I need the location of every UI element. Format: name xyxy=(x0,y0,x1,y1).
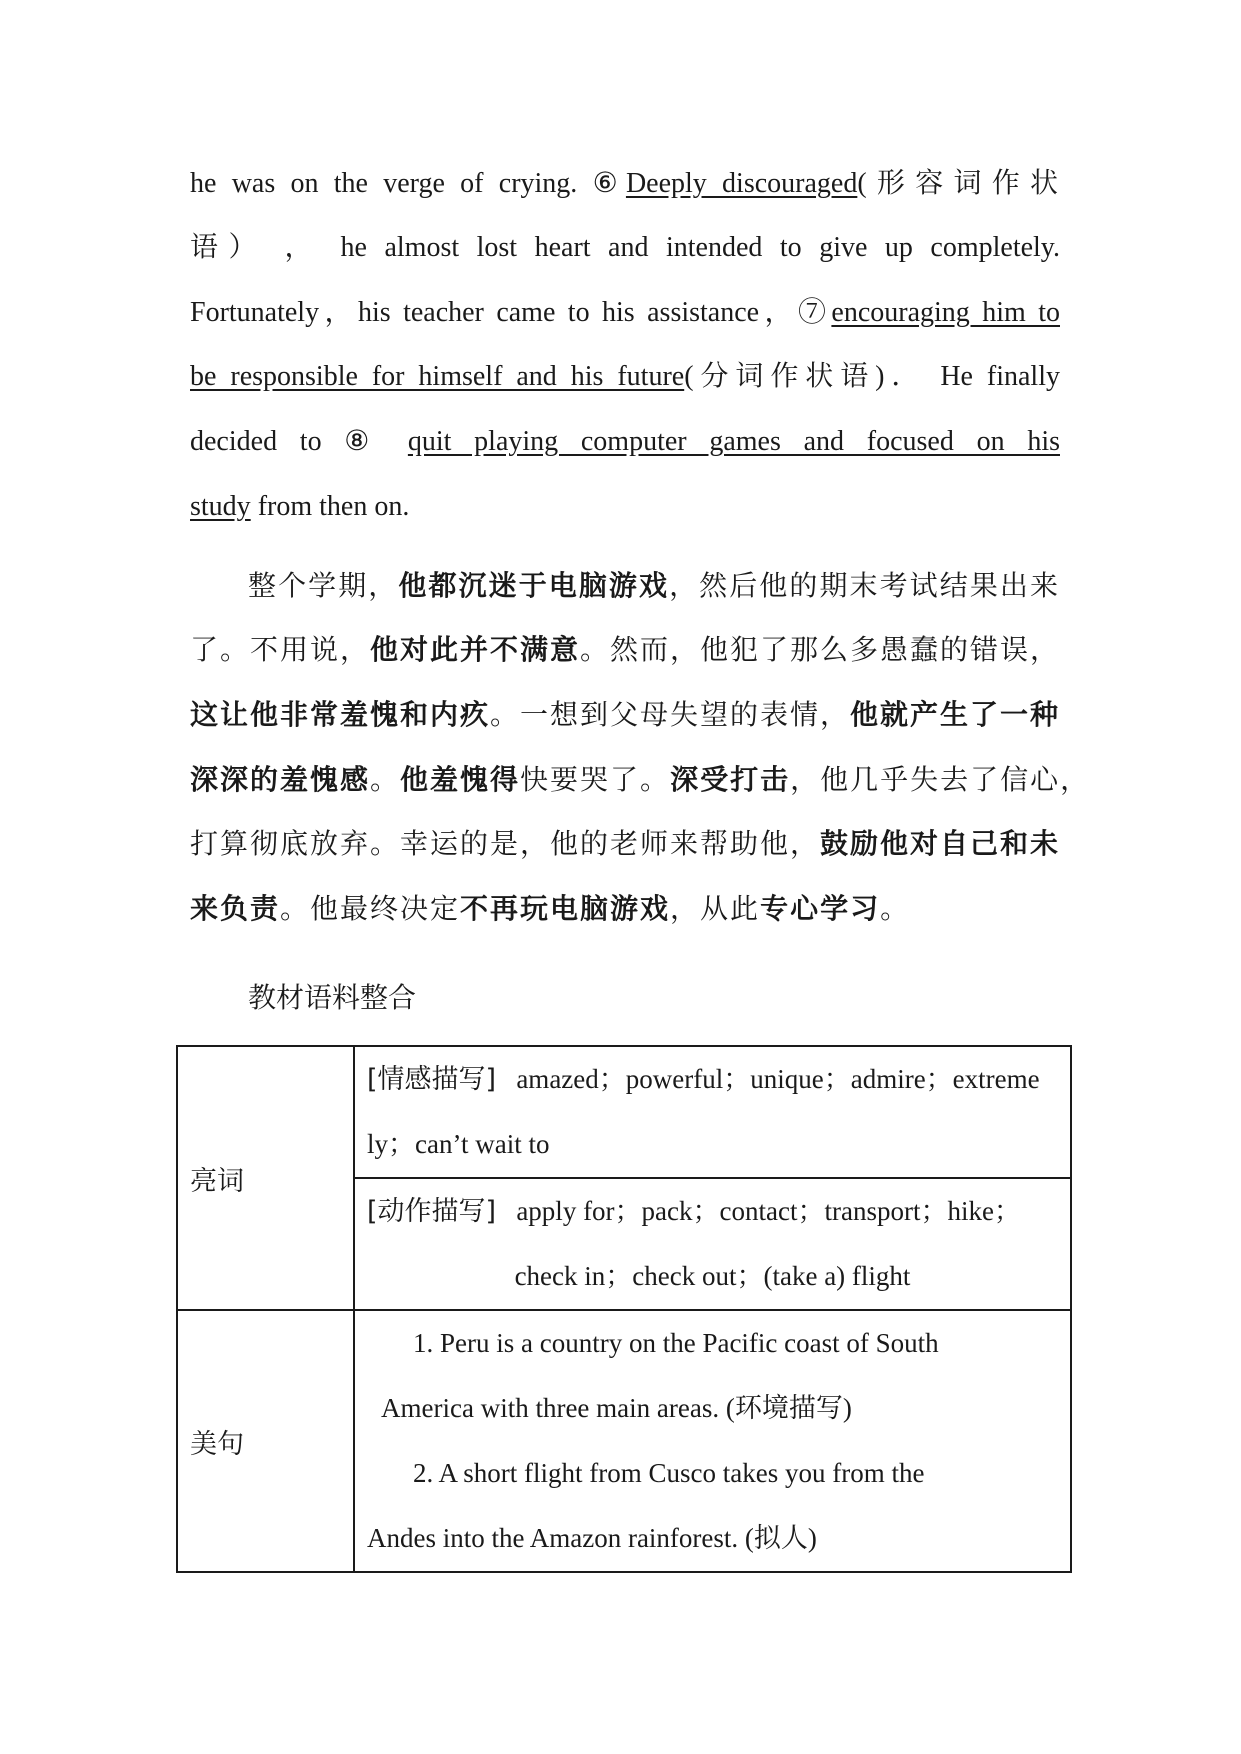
passage-line-4 xyxy=(190,359,1060,395)
row-label-highlight-words: 亮词 xyxy=(177,1046,354,1310)
section-heading: 教材语料整合 xyxy=(248,981,417,1014)
key-phrase: 深受打击 xyxy=(670,763,791,796)
action-description-cell xyxy=(354,1178,1071,1310)
translation-line xyxy=(190,632,1060,669)
key-phrase: 这让他非常羞愧和内疚 xyxy=(190,698,491,731)
key-phrase: 他羞愧得 xyxy=(400,763,521,796)
cell-line xyxy=(355,1179,1070,1244)
translation-text: 。他最终决定 xyxy=(280,894,461,925)
cell-line: 2. A short flight from Cusco takes you from the xyxy=(413,1458,925,1488)
sentences-cell xyxy=(354,1310,1071,1572)
underlined-phrase: study xyxy=(190,491,251,522)
translation-text: ，然后他的期末考试结果出来 xyxy=(669,571,1060,602)
cell-line xyxy=(355,1047,1070,1112)
table-row xyxy=(177,1310,1071,1572)
translation-line xyxy=(190,762,1091,799)
key-phrase: 深深的羞愧感 xyxy=(190,763,371,796)
translation-line xyxy=(190,697,1060,734)
passage-text: decided to ⑧ xyxy=(190,426,408,457)
key-phrase: 来负责 xyxy=(190,892,281,925)
underlined-phrase: quit playing computer games and focused on his xyxy=(407,426,1060,457)
passage-text: from then on. xyxy=(250,491,410,522)
cell-line: ly；can’t wait to xyxy=(367,1129,550,1159)
key-phrase: 专心学习 xyxy=(760,892,881,925)
passage-line-1 xyxy=(190,166,1060,202)
key-phrase: 他就产生了一种 xyxy=(850,698,1061,731)
grammar-note: (形容词作状 xyxy=(857,168,1060,199)
passage-text: he was on the verge of crying. ⑥ xyxy=(190,168,626,199)
translation-text: 。 xyxy=(880,894,911,925)
table-row xyxy=(177,1046,1071,1178)
translation-text: 。 xyxy=(370,765,401,796)
translation-text: 了。不用说， xyxy=(190,635,371,666)
translation-line xyxy=(248,568,1060,605)
cell-line: America with three main areas. (环境描写) xyxy=(381,1393,852,1423)
passage-line-5 xyxy=(190,424,1060,460)
translation-text: 。一想到父母失望的表情， xyxy=(490,700,851,731)
passage-line-2 xyxy=(190,230,1060,266)
underlined-phrase: encouraging him to xyxy=(831,297,1060,328)
translation-text: ，他几乎失去了信心， xyxy=(790,765,1091,796)
underlined-phrase: be responsible for himself and his future xyxy=(190,361,685,392)
translation-line xyxy=(190,826,1060,863)
key-phrase: 不再玩电脑游戏 xyxy=(460,892,671,925)
key-phrase: 鼓励他对自己和未 xyxy=(820,827,1061,860)
translation-text: ，从此 xyxy=(670,894,761,925)
word-list: apply for；pack；contact；transport；hike； xyxy=(516,1196,1021,1226)
key-phrase: 他都沉迷于电脑游戏 xyxy=(398,569,670,602)
emotion-description-cell xyxy=(354,1046,1071,1178)
passage-text: 语） ， he almost lost heart and intended to give up completely. xyxy=(190,232,1060,263)
translation-text: 。然而，他犯了那么多愚蠢的错误， xyxy=(580,635,1061,666)
translation-text: 快要哭了。 xyxy=(520,765,671,796)
materials-table xyxy=(176,1045,1072,1573)
cell-line: 1. Peru is a country on the Pacific coast of South xyxy=(413,1328,939,1358)
passage-line-3 xyxy=(190,295,1060,331)
underlined-phrase: Deeply discouraged xyxy=(625,168,858,199)
row-label-fine-sentences: 美句 xyxy=(177,1310,354,1572)
cell-line: Andes into the Amazon rainforest. (拟人) xyxy=(367,1523,817,1553)
translation-line xyxy=(190,891,1060,928)
translation-text: 整个学期， xyxy=(248,571,399,602)
passage-text: Fortunately，his teacher came to his assistance，⑦ xyxy=(190,297,832,328)
passage-text: (分词作状语)． He finally xyxy=(684,361,1060,392)
translation-text: 打算彻底放弃。幸运的是，他的老师来帮助他， xyxy=(190,829,821,860)
category-tag: [情感描写] xyxy=(367,1064,497,1095)
key-phrase: 他对此并不满意 xyxy=(370,633,581,666)
passage-line-6 xyxy=(190,489,1060,525)
category-tag: [动作描写] xyxy=(367,1196,497,1227)
cell-line: check in；check out；(take a) flight xyxy=(514,1261,911,1291)
word-list: amazed；powerful；unique；admire；extreme xyxy=(516,1064,1040,1094)
